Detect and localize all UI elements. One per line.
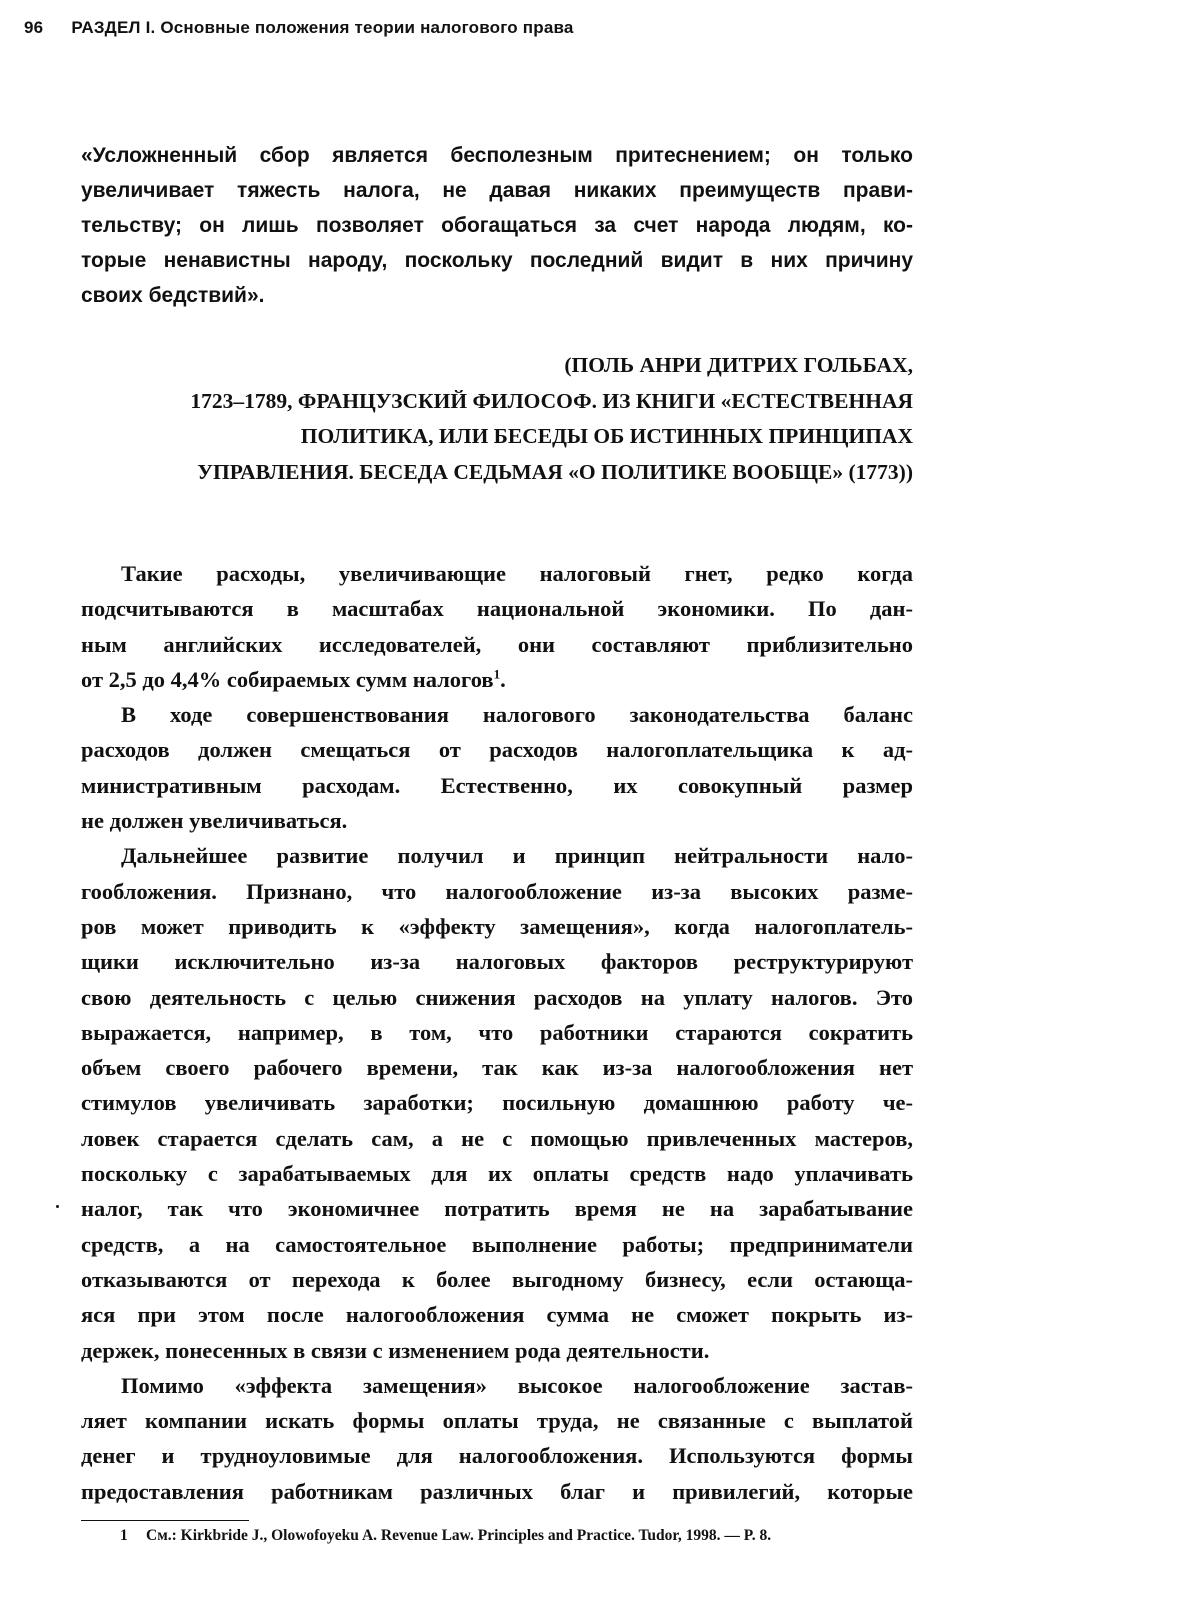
paragraph-4 (81, 1368, 913, 1509)
scan-dot-mark (56, 1205, 59, 1208)
paragraph-line: предоставления работникам различных благ и привилегий, которые (81, 1478, 913, 1504)
attribution-line: ПОЛИТИКА, ИЛИ БЕСЕДЫ ОБ ИСТИННЫХ ПРИНЦИПАХ (300, 424, 913, 448)
epigraph-line: торые ненавистны народу, поскольку последний видит в них причину (81, 249, 913, 272)
epigraph-line: «Усложненный сбор является бесполезным притеснением; он только (81, 144, 913, 167)
paragraph-line: отказываются от перехода к более выгодному бизнесу, если остающа- (81, 1266, 913, 1292)
paragraph-line-end: . (500, 666, 506, 692)
epigraph-line: увеличивает тяжесть налога, не давая никаких преимуществ прави- (81, 179, 913, 202)
footnote-text: См.: Kirkbride J., Olowofoyeku A. Revenue Law. Principles and Practice. Tudor, 1998. — P. 8. (146, 1527, 772, 1544)
paragraph-line: ным английских исследователей, они составляют приблизительно (81, 631, 913, 657)
paragraph-1 (81, 556, 913, 697)
paragraph-line: не должен увеличиваться. (81, 808, 348, 834)
footnote-divider (81, 1520, 249, 1521)
paragraph-line: свою деятельность с целью снижения расходов на уплату налогов. Это (81, 984, 913, 1010)
paragraph-line: гообложения. Признано, что налогообложение из-за высоких разме- (81, 878, 913, 904)
footnote (120, 1527, 915, 1545)
footnote-mark: 1 (120, 1527, 128, 1544)
paragraph-line: средств, а на самостоятельное выполнение работы; предприниматели (81, 1231, 913, 1257)
paragraph-line: денег и трудноуловимые для налогообложения. Используются формы (81, 1443, 913, 1469)
running-header (24, 18, 574, 38)
attribution-line: 1723–1789, ФРАНЦУЗСКИЙ ФИЛОСОФ. ИЗ КНИГИ «ЕСТЕСТВЕННАЯ (190, 388, 913, 413)
epigraph-attribution (81, 348, 913, 490)
paragraph-line: ров может приводить к «эффекту замещения», когда налогоплатель- (81, 913, 913, 939)
paragraph-line: выражается, например, в том, что работники стараются сократить (81, 1019, 913, 1045)
attribution-line: (ПОЛЬ АНРИ ДИТРИХ ГОЛЬБАХ, (564, 353, 913, 377)
paragraph-line: Дальнейшее развитие получил и принцип нейтральности нало- (121, 843, 913, 869)
paragraph-line (81, 662, 913, 697)
paragraph-2 (81, 697, 913, 838)
paragraph-line: В ходе совершенствования налогового законодательства баланс (121, 702, 913, 728)
body-text (81, 556, 913, 1509)
attribution-line: УПРАВЛЕНИЯ. БЕСЕДА СЕДЬМАЯ «О ПОЛИТИКЕ ВООБЩЕ» (1773)) (197, 459, 913, 484)
epigraph-line: тельству; он лишь позволяет обогащаться за счет народа людям, ко- (81, 214, 913, 237)
paragraph-line: держек, понесенных в связи с изменением рода деятельности. (81, 1337, 710, 1363)
paragraph-line: подсчитываются в масштабах национальной экономики. По дан- (81, 596, 913, 622)
paragraph-line: поскольку с зарабатываемых для их оплаты средств надо уплачивать (81, 1161, 913, 1187)
paragraph-line: ловек старается сделать сам, а не с помощью привлеченных мастеров, (81, 1125, 913, 1151)
paragraph-line: ляет компании искать формы оплаты труда, не связанные с выплатой (81, 1408, 913, 1434)
paragraph-line: стимулов увеличивать заработки; посильную домашнюю работу че- (81, 1090, 913, 1116)
epigraph-line: своих бедствий». (81, 284, 265, 307)
paragraph-line: щики исключительно из-за налоговых факторов реструктурируют (81, 949, 913, 975)
paragraph-line: министративным расходам. Естественно, их совокупный размер (81, 772, 913, 798)
footnote-reference[interactable]: 1 (493, 666, 501, 682)
paragraph-line: Помимо «эффекта замещения» высокое налогообложение застав- (121, 1372, 913, 1398)
running-title: РАЗДЕЛ I. Основные положения теории налогового права (71, 18, 574, 37)
paragraph-line: расходов должен смещаться от расходов налогоплательщика к ад- (81, 737, 913, 763)
epigraph-quote (81, 138, 913, 313)
paragraph-3 (81, 838, 913, 1367)
page-number: 96 (24, 18, 44, 37)
paragraph-line: Такие расходы, увеличивающие налоговый гнет, редко когда (121, 561, 913, 586)
paragraph-line: налог, так что экономичнее потратить время не на зарабатывание (81, 1196, 913, 1222)
paragraph-line-text: от 2,5 до 4,4% собираемых сумм налогов (81, 666, 494, 692)
paragraph-line: объем своего рабочего времени, так как из-за налогообложения нет (81, 1055, 913, 1081)
paragraph-line: яся при этом после налогообложения сумма не сможет покрыть из- (81, 1302, 913, 1328)
